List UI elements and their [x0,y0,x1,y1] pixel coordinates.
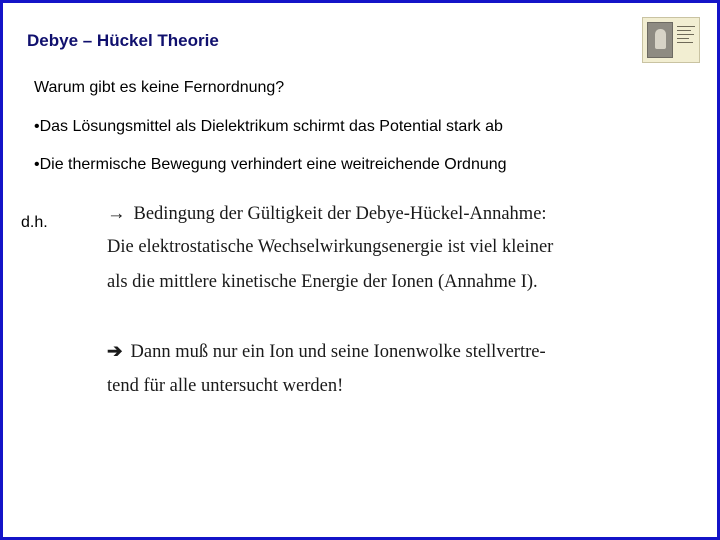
energy-line-1: Die elektrostatische Wechselwirkungsenergie ist viel kleiner [107,237,554,257]
conclusion-text: Dann muß nur ein Ion und seine Ionenwolke stellvertre- [130,342,546,362]
condition-text: Bedingung der Gültigkeit der Debye-Hückel-Annahme: [133,204,547,224]
dh-label: d.h. [21,214,48,231]
bold-arrow-right-icon: ➔ [107,342,123,362]
portrait-thumbnail-icon [642,17,700,63]
conclusion-line-1 [107,341,546,363]
portrait-image [647,22,673,58]
slide-title: Debye – Hückel Theorie [27,31,219,50]
bullet-thermal-motion: •Die thermische Bewegung verhindert eine weitreichende Ordnung [34,156,507,173]
conclusion-line-2: tend für alle untersucht werden! [107,376,344,396]
question-text: Warum gibt es keine Fernordnung? [34,79,285,96]
arrow-right-icon: → [107,204,126,224]
condition-line [107,204,547,225]
bullet-screening: •Das Lösungsmittel als Dielektrikum schirmt das Potential stark ab [34,118,503,135]
energy-line-2: als die mittlere kinetische Energie der Ionen (Annahme I). [107,272,538,292]
